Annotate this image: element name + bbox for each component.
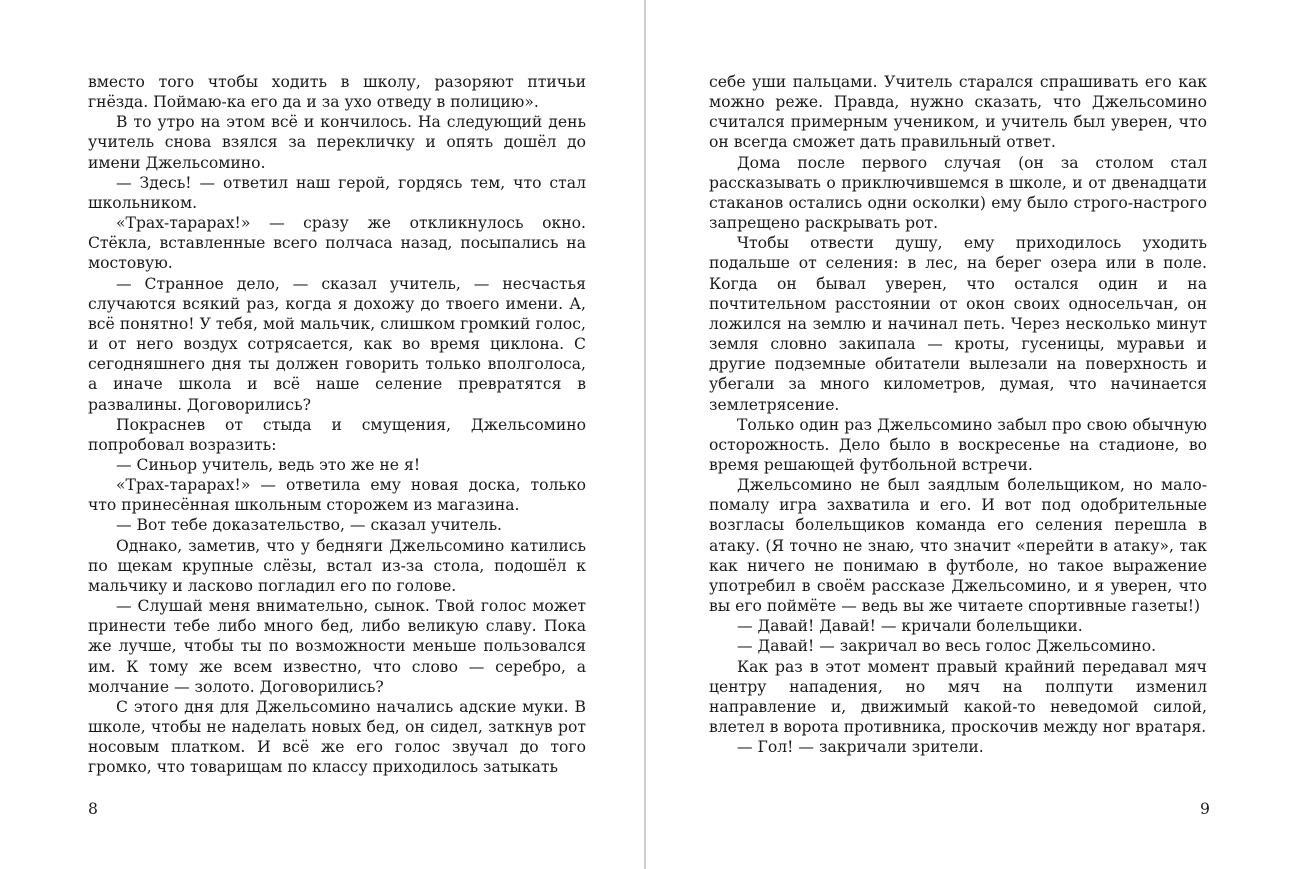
paragraph: — Здесь! — ответил наш герой, гордясь тем, что стал школьником. xyxy=(88,173,586,212)
paragraph: Джельсомино не был заядлым болельщиком, но мало-помалу игра захватила и его. И вот под одобрительные возгласы болельщиков команда его селения перешла в атаку. (Я точно не знаю, что значит «перейти в атаку», так как ничего не понимаю в футболе, но такое выражение употребил в своём рассказе Джельсомино, и я уверен, что вы его поймёте — ведь вы же читаете спортивные газеты!) xyxy=(709,476,1207,616)
paragraph: В то утро на этом всё и кончилось. На следующий день учитель снова взялся за перекличку и опять дошёл до имени Джельсомино. xyxy=(88,113,586,172)
paragraph: Покраснев от стыда и смущения, Джельсомино попробовал возразить: xyxy=(88,415,586,454)
paragraph: — Давай! Давай! — кричали болельщики. xyxy=(737,617,1083,636)
paragraph: Только один раз Джельсомино забыл про свою обычную осторожность. Дело было в воскресенье на стадионе, во время решающей футбольной встречи. xyxy=(709,415,1207,474)
paragraph: — Странное дело, — сказал учитель, — несчастья случаются всякий раз, когда я дохожу до твоего имени. А, всё понятно! У тебя, мой мальчик, слишком громкий голос, и от него воздух сотрясается, как во время циклона. С сегодняшнего дня ты должен говорить только вполголоса, а иначе школа и всё наше селение превратятся в развалины. Договорились? xyxy=(88,274,586,414)
paragraph: вместо того чтобы ходить в школу, разоряют птичьи гнёзда. Поймаю-ка его да и за ухо отведу в полицию». xyxy=(88,73,586,112)
paragraph: — Гол! — закричали зрители. xyxy=(737,738,984,757)
right-page xyxy=(646,0,1291,869)
paragraph: — Давай! — закричал во весь голос Джельсомино. xyxy=(737,637,1157,656)
page-number-left: 8 xyxy=(88,800,98,818)
right-page-text xyxy=(709,72,1207,757)
left-page xyxy=(0,0,645,869)
paragraph: — Слушай меня внимательно, сынок. Твой голос может принести тебе либо много бед, либо великую славу. Пока же лучше, чтобы ты по возможности меньше пользовался им. К тому же всем известно, что слово — серебро, а молчание — золото. Договорились? xyxy=(88,597,586,696)
paragraph: — Вот тебе доказательство, — сказал учитель. xyxy=(116,516,503,535)
paragraph: Как раз в этот момент правый крайний передавал мяч центру нападения, но мяч на полпути изменил направление и, движимый какой-то неведомой силой, влетел в ворота противника, проскочив между ног вратаря. xyxy=(709,657,1207,736)
paragraph: себе уши пальцами. Учитель старался спрашивать его как можно реже. Правда, нужно сказать, что Джельсомино считался примерным учеником, и учитель был уверен, что он всегда сможет дать правильный ответ. xyxy=(709,73,1207,152)
paragraph: Дома после первого случая (он за столом стал рассказывать о приключившемся в школе, и от двенадцати стаканов остались одни осколки) ему было строго-настрого запрещено раскрывать рот. xyxy=(709,153,1207,233)
paragraph: С этого дня для Джельсомино начались адские муки. В школе, чтобы не наделать новых бед, он сидел, заткнув рот носовым платком. И всё же его голос звучал до того громко, что товарищам по классу приходилось затыкать xyxy=(88,697,586,777)
paragraph: «Трах-тарарах!» — ответила ему новая доска, только что принесённая школьным сторожем из магазина. xyxy=(88,476,586,515)
paragraph: Чтобы отвести душу, ему приходилось уходить подальше от селения: в лес, на берег озера или в поле. Когда он бывал уверен, что остался один и на почтительном расстоянии от окон своих односельчан, он ложился на землю и начинал петь. Через несколько минут земля словно закипала — кроты, гусеницы, муравьи и другие подземные обитатели вылезали на поверхность и убегали за много километров, думая, что начинается землетрясение. xyxy=(709,234,1207,414)
left-page-text xyxy=(88,72,586,777)
paragraph: «Трах-тарарах!» — сразу же откликнулось окно. Стёкла, вставленные всего полчаса назад, посыпались на мостовую. xyxy=(88,214,586,273)
page-number-right: 9 xyxy=(1200,800,1210,818)
paragraph: — Синьор учитель, ведь это же не я! xyxy=(116,455,421,474)
paragraph: Однако, заметив, что у бедняги Джельсомино катились по щекам крупные слёзы, встал из-за стола, подошёл к мальчику и ласково погладил его по голове. xyxy=(88,536,586,595)
